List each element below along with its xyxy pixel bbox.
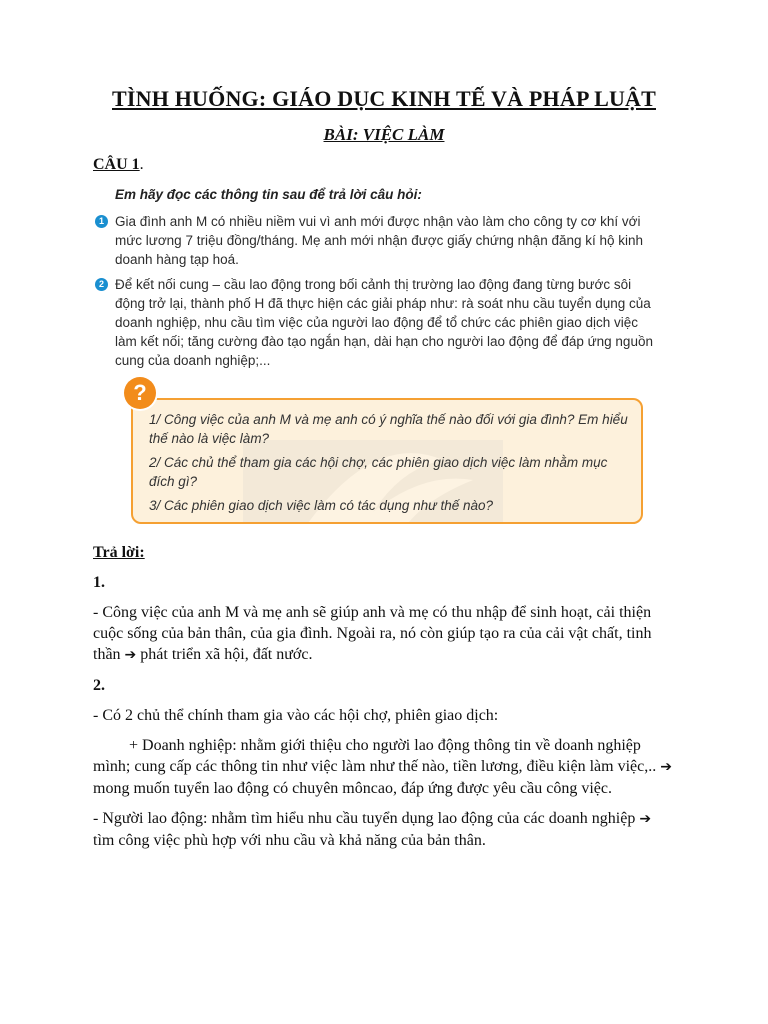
- answer-number: 2.: [93, 677, 105, 694]
- question-label-suffix: .: [139, 156, 144, 173]
- answer-paragraph: - Có 2 chủ thể chính tham gia vào các hội chợ, phiên giao dịch:: [93, 707, 499, 724]
- arrow-right-icon: ➔: [124, 647, 137, 663]
- question-item: 1/ Công việc của anh M và mẹ anh có ý nghĩa thế nào đối với gia đình? Em hiểu thế nào là việc làm?: [149, 412, 628, 446]
- answer-paragraph: [93, 808, 673, 851]
- lesson-subtitle: BÀI: VIỆC LÀM: [323, 125, 445, 144]
- answer-text: + Doanh nghiệp: nhằm giới thiệu cho người lao động thông tin về doanh nghiệp mình; cung cấp các thông tin như việc làm như thế nào, tiền lương, điều kiện làm việc,..: [93, 737, 661, 775]
- info-item: [93, 275, 653, 370]
- arrow-right-icon: ➔: [639, 811, 652, 827]
- info-item: [93, 212, 653, 269]
- info-item-text: Gia đình anh M có nhiều niềm vui vì anh mới được nhận vào làm cho công ty cơ khí với mức lương 7 triệu đồng/tháng. Mẹ anh mới nhận được giấy chứng nhận đăng kí hộ kinh doanh hàng tạp hoá.: [115, 214, 644, 267]
- question-label: [93, 156, 144, 174]
- answer-section: [93, 542, 673, 860]
- answer-text: mong muốn tuyển lao động có chuyên môncao, đáp ứng được yêu cầu công việc.: [93, 780, 612, 797]
- answer-paragraph: [93, 735, 673, 799]
- info-item-text: Để kết nối cung – cầu lao động trong bối cảnh thị trường lao động đang từng bước sôi động trở lại, thành phố H đã thực hiện các giải pháp như: rà soát nhu cầu tuyển dụng của doanh nghiệp, nhu cầu tìm việc của người lao động để tổ chức các phiên giao dịch việc làm kết nối; tăng cường đào tạo ngắn hạn, dài hạn cho người lao động để đáp ứng nguồn cung của doanh nghiệp;...: [115, 277, 653, 368]
- question-item: 3/ Các phiên giao dịch việc làm có tác dụng như thế nào?: [149, 498, 494, 513]
- answer-text: tìm công việc phù hợp với nhu cầu và khả năng của bản thân.: [93, 832, 486, 849]
- answer-text: - Công việc của anh M và mẹ anh sẽ giúp anh và mẹ có thu nhập để sinh hoạt, cải thiện cuộc sống của bản thân, của gia đình. Ngoài ra, nó còn giúp tạo ra của cải vật chất, tinh thần: [93, 604, 652, 663]
- answer-paragraph: [93, 602, 673, 666]
- answer-number: 1.: [93, 574, 105, 591]
- question-label-text: CÂU 1: [93, 156, 140, 173]
- question-list: [133, 400, 641, 515]
- question-box-frame: [131, 398, 643, 524]
- textbook-excerpt: [93, 187, 653, 376]
- page-title: TÌNH HUỐNG: GIÁO DỤC KINH TẾ VÀ PHÁP LUẬT: [112, 86, 656, 111]
- answer-text: - Người lao động: nhằm tìm hiểu nhu cầu tuyển dụng lao động của các doanh nghiệp: [93, 810, 640, 827]
- question-item: 2/ Các chủ thể tham gia các hội chợ, các phiên giao dịch việc làm nhằm mục đích gì?: [149, 455, 608, 489]
- excerpt-intro: Em hãy đọc các thông tin sau để trả lời câu hỏi:: [115, 187, 422, 202]
- answer-label: Trả lời:: [93, 544, 145, 561]
- question-box: [124, 377, 644, 525]
- answer-text: phát triển xã hội, đất nước.: [136, 646, 313, 663]
- number-badge-icon: 2: [95, 278, 108, 291]
- arrow-right-icon: ➔: [660, 759, 672, 775]
- question-mark-icon: ?: [124, 377, 156, 409]
- number-badge-icon: 1: [95, 215, 108, 228]
